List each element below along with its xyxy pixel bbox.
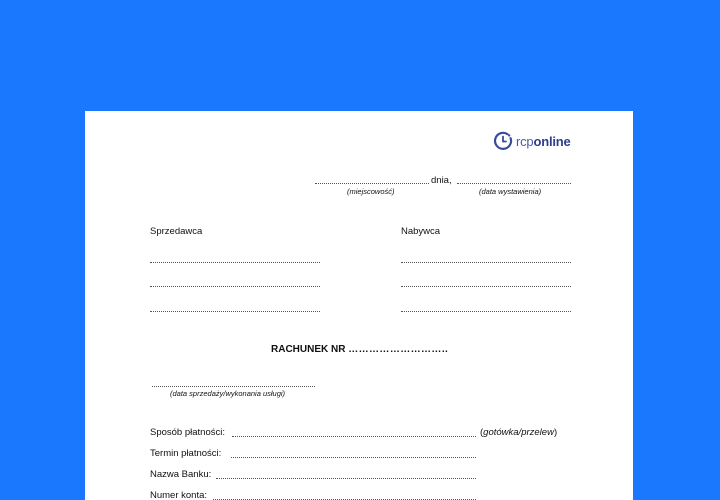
bank-name-field[interactable] [216, 478, 476, 479]
payment-term-field[interactable] [231, 457, 476, 458]
document-title: RACHUNEK NR ……………………….. [271, 344, 449, 355]
payment-method-label: Sposób płatności: [150, 427, 225, 438]
account-number-label: Numer konta: [150, 490, 208, 500]
sale-date-caption: (data sprzedaży/wykonania usługi) [170, 389, 286, 398]
issue-date-field[interactable] [457, 183, 571, 184]
logo-text: rcponline [516, 133, 571, 149]
buyer-line-3[interactable] [401, 311, 571, 312]
bank-name-label: Nazwa Banku: [150, 469, 212, 480]
place-caption: (miejscowość) [347, 187, 395, 196]
issue-date-caption: (data wystawienia) [479, 187, 542, 196]
buyer-line-2[interactable] [401, 286, 571, 287]
payment-method-field[interactable] [232, 436, 476, 437]
place-field[interactable] [315, 183, 429, 184]
seller-line-1[interactable] [150, 262, 320, 263]
dnia-label: dnia, [431, 175, 452, 186]
payment-method-options: (gotówka/przelew) [480, 427, 558, 438]
sale-date-field[interactable] [152, 386, 315, 387]
seller-line-3[interactable] [150, 311, 320, 312]
payment-term-label: Termin płatności: [150, 448, 222, 459]
buyer-line-1[interactable] [401, 262, 571, 263]
buyer-label: Nabywca [401, 226, 441, 237]
seller-line-2[interactable] [150, 286, 320, 287]
seller-label: Sprzedawca [150, 226, 203, 237]
invoice-number-field[interactable]: ……………………….. [348, 344, 449, 355]
rcponline-logo [493, 131, 571, 151]
invoice-form-page [85, 111, 633, 500]
clock-logo-icon [493, 131, 513, 151]
